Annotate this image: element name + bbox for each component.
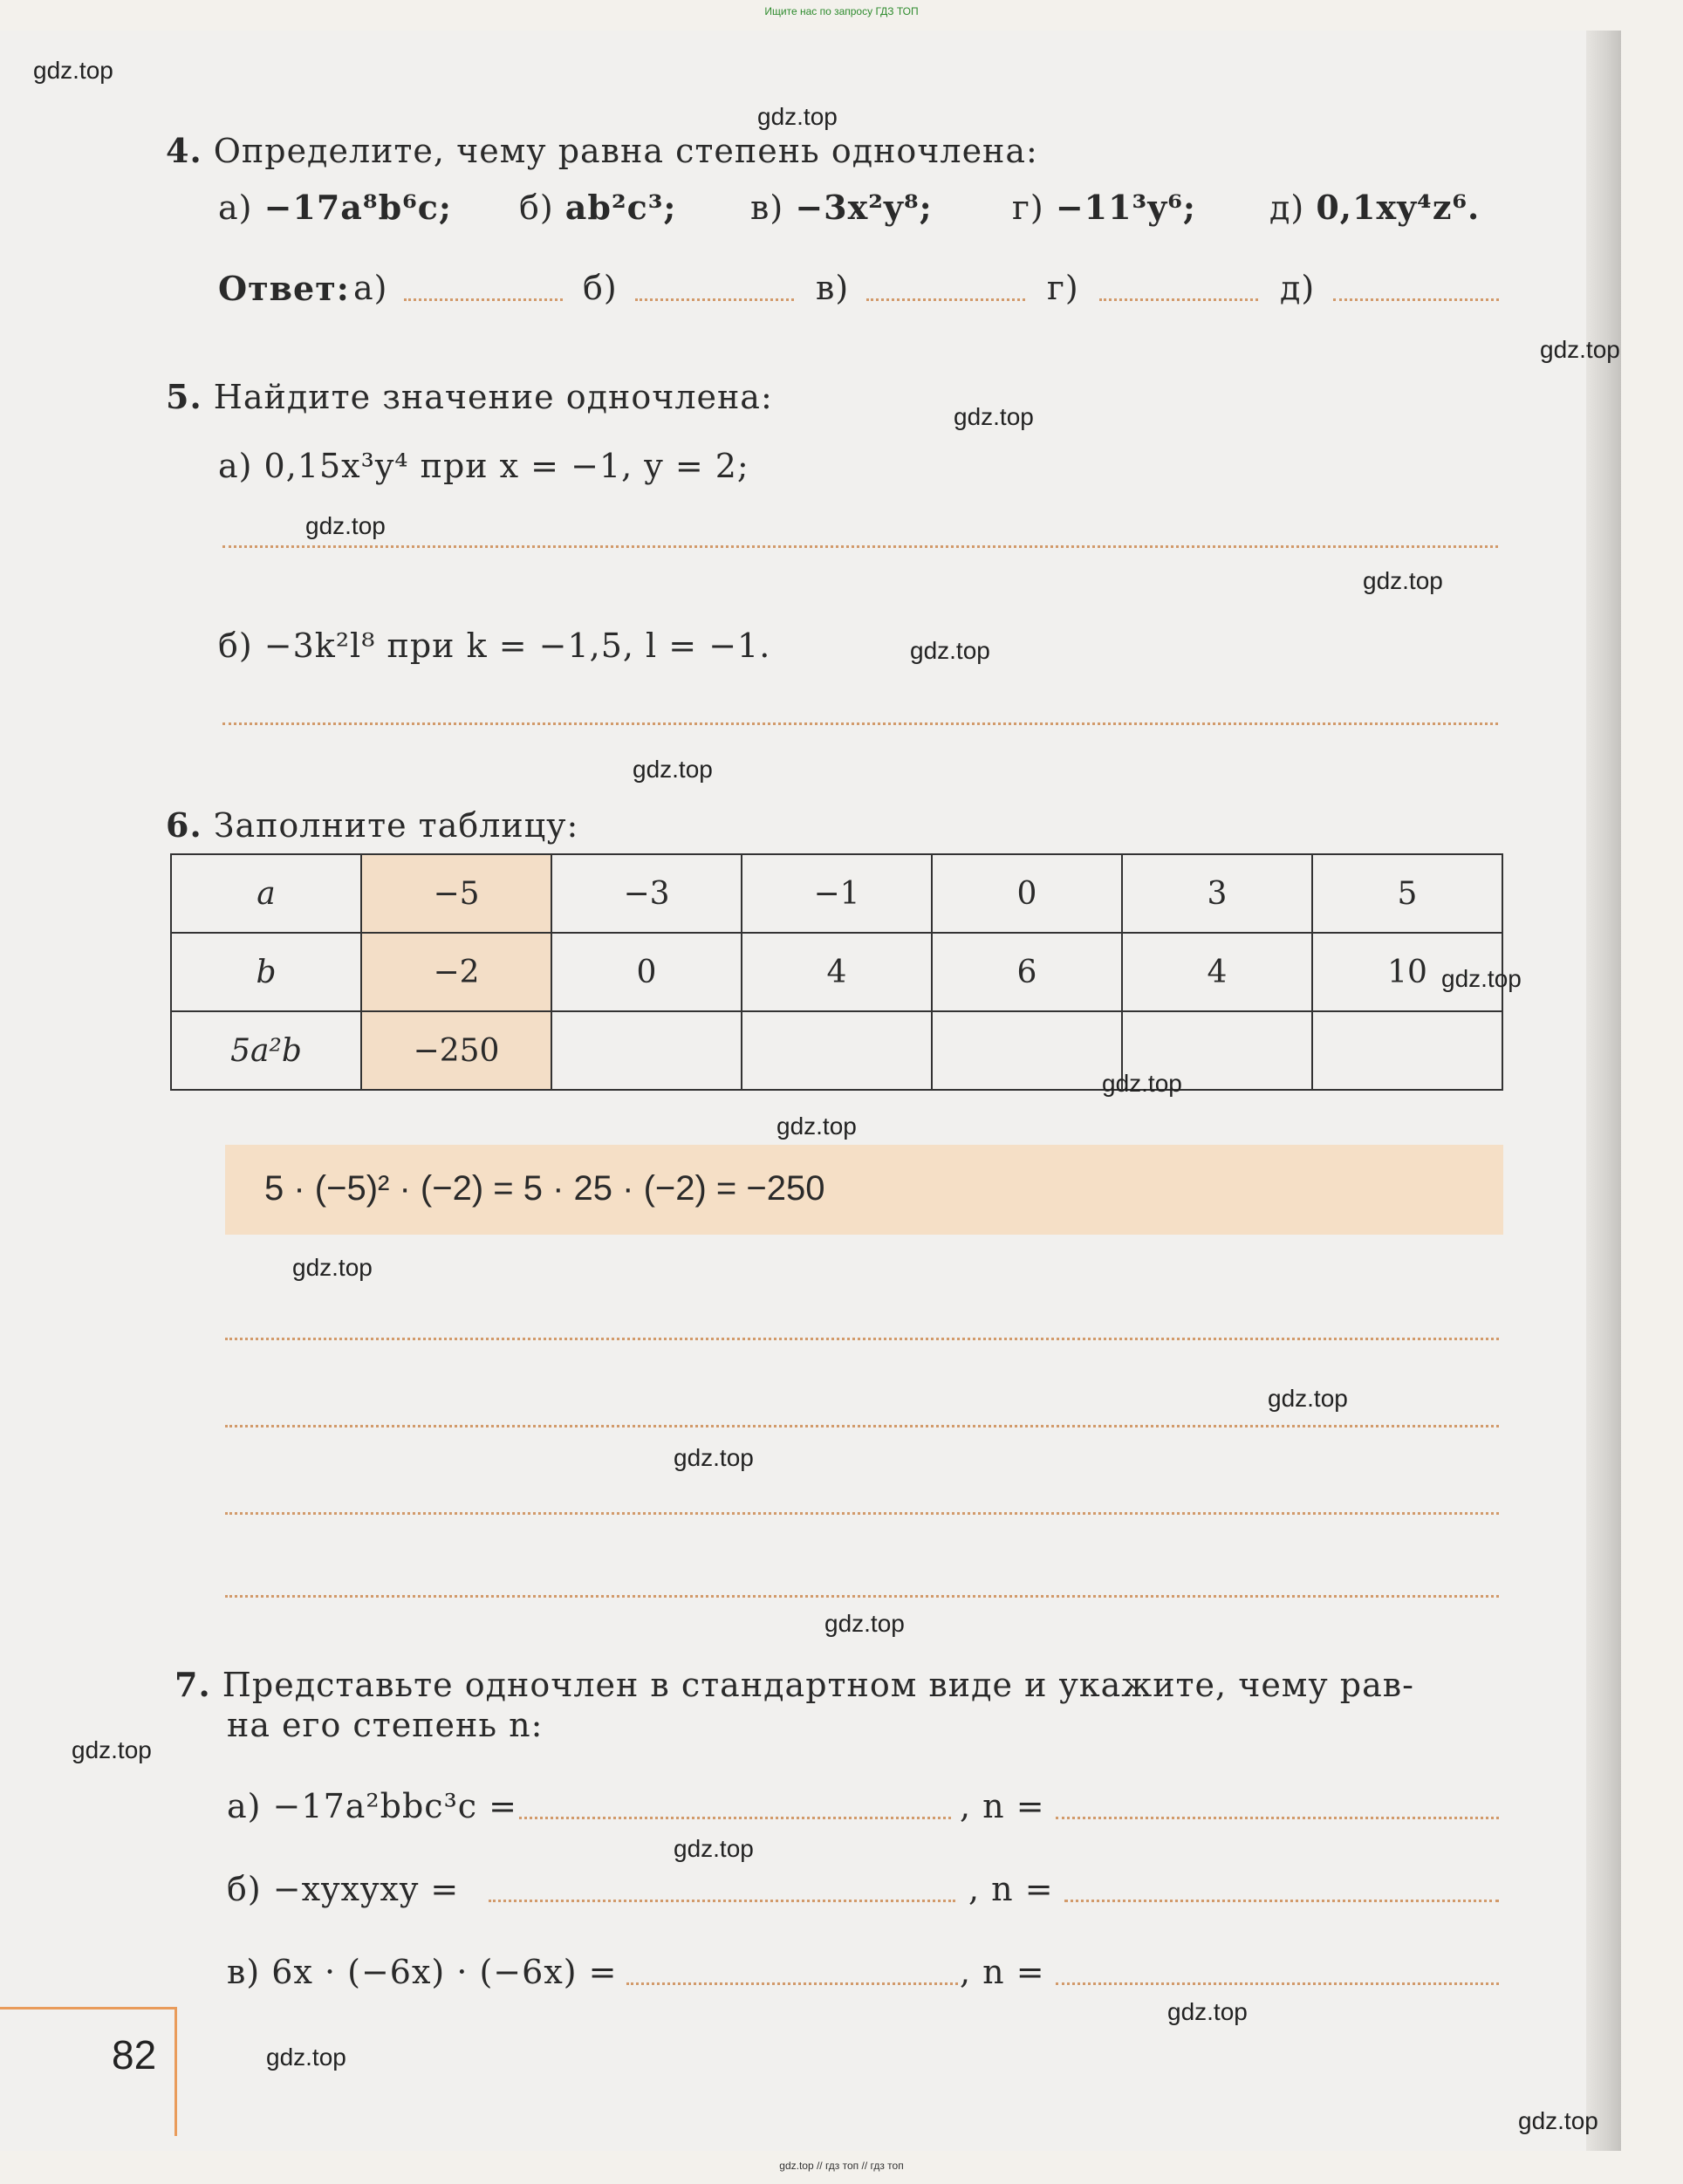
page-number: 82 bbox=[112, 2032, 157, 2078]
task7-heading-line2: на его степень n: bbox=[227, 1706, 544, 1744]
task7-item-b: б) −xyxyxy = bbox=[227, 1870, 460, 1908]
footer-link[interactable]: gdz.top // гдз топ // гдз топ bbox=[779, 2160, 904, 2172]
n-label-c: , n = bbox=[960, 1953, 1045, 1991]
table-cell: −250 bbox=[361, 1011, 551, 1090]
task6-heading: 6. Заполните таблицу: bbox=[166, 805, 579, 845]
watermark: gdz.top bbox=[954, 403, 1034, 430]
task7-answer-c[interactable] bbox=[626, 1982, 958, 1985]
table-cell: 4 bbox=[742, 933, 932, 1011]
task4-number: 4. bbox=[166, 131, 202, 170]
table-cell-input[interactable] bbox=[742, 1011, 932, 1090]
table-cell: 0 bbox=[551, 933, 742, 1011]
watermark: gdz.top bbox=[1167, 1998, 1248, 2025]
watermark: gdz.top bbox=[910, 637, 990, 664]
task4-item-e: д) 0,1xy⁴z⁶. bbox=[1269, 188, 1481, 227]
answer-field-d[interactable] bbox=[1099, 298, 1258, 301]
work-line-1[interactable] bbox=[225, 1338, 1499, 1340]
watermark: gdz.top bbox=[1268, 1385, 1348, 1412]
task4-text: Определите, чему равна степень одночлена: bbox=[213, 132, 1038, 170]
table-row-a bbox=[171, 854, 1502, 933]
table-cell: −5 bbox=[361, 854, 551, 933]
watermark: gdz.top bbox=[266, 2044, 346, 2071]
row-head-result: 5a²b bbox=[171, 1011, 361, 1090]
task7-heading: 7. Представьте одночлен в стандартном виде и укажите, чему рав- bbox=[174, 1665, 1415, 1704]
answer-field-e[interactable] bbox=[1333, 298, 1499, 301]
watermark: gdz.top bbox=[1363, 567, 1443, 594]
task7-degree-a[interactable] bbox=[1056, 1817, 1499, 1819]
task4-item-c: в) −3x²y⁸; bbox=[750, 188, 933, 227]
table-cell-input[interactable] bbox=[1312, 1011, 1502, 1090]
answer-field-c[interactable] bbox=[866, 298, 1025, 301]
answer-slot-a: а) bbox=[353, 269, 388, 307]
task4-item-d: г) −11³y⁶; bbox=[1012, 188, 1196, 227]
work-line-2[interactable] bbox=[225, 1425, 1499, 1427]
table-cell-input[interactable] bbox=[551, 1011, 742, 1090]
task5-heading: 5. Найдите значение одночлена: bbox=[166, 377, 773, 416]
task5-answer-line-b[interactable] bbox=[222, 722, 1498, 725]
watermark: gdz.top bbox=[305, 512, 386, 539]
task4-item-a: а) −17a⁸b⁶c; bbox=[218, 188, 452, 227]
watermark: gdz.top bbox=[72, 1736, 152, 1763]
task7-item-c: в) 6x · (−6x) · (−6x) = bbox=[227, 1953, 618, 1991]
table-cell: 10 bbox=[1312, 933, 1502, 1011]
watermark: gdz.top bbox=[292, 1254, 373, 1281]
watermark: gdz.top bbox=[1540, 336, 1620, 363]
watermark: gdz.top bbox=[674, 1444, 754, 1471]
task4-item-b: б) ab²c³; bbox=[519, 188, 677, 227]
task7-degree-c[interactable] bbox=[1056, 1982, 1499, 1985]
answer-slot-b: б) bbox=[583, 269, 618, 307]
watermark: gdz.top bbox=[674, 1835, 754, 1862]
task4-heading bbox=[166, 131, 1038, 170]
watermark: gdz.top bbox=[824, 1610, 905, 1637]
values-table bbox=[170, 853, 1503, 1091]
table-cell: 5 bbox=[1312, 854, 1502, 933]
n-label-a: , n = bbox=[960, 1787, 1045, 1825]
table-cell: 3 bbox=[1122, 854, 1312, 933]
watermark: gdz.top bbox=[633, 756, 713, 783]
work-line-4[interactable] bbox=[225, 1595, 1499, 1598]
watermark: gdz.top bbox=[757, 103, 838, 130]
answer-slot-c: в) bbox=[816, 269, 850, 307]
row-head-b: b bbox=[171, 933, 361, 1011]
table-cell: 6 bbox=[932, 933, 1122, 1011]
table-row-b bbox=[171, 933, 1502, 1011]
table-cell: 0 bbox=[932, 854, 1122, 933]
answer-slot-e: д) bbox=[1280, 269, 1316, 307]
table-cell: 4 bbox=[1122, 933, 1312, 1011]
answer-field-a[interactable] bbox=[404, 298, 563, 301]
table-cell-input[interactable] bbox=[932, 1011, 1122, 1090]
task4-answer-label: Ответ: bbox=[218, 269, 350, 308]
watermark: gdz.top bbox=[1441, 965, 1522, 992]
watermark: gdz.top bbox=[777, 1113, 857, 1140]
work-line-3[interactable] bbox=[225, 1512, 1499, 1515]
row-head-a: a bbox=[171, 854, 361, 933]
answer-slot-d: г) bbox=[1047, 269, 1079, 307]
textbook-page bbox=[0, 31, 1621, 2151]
example-box bbox=[225, 1145, 1503, 1235]
table-cell: −3 bbox=[551, 854, 742, 933]
task7-answer-a[interactable] bbox=[519, 1817, 951, 1819]
example-formula: 5 · (−5)² · (−2) = 5 · 25 · (−2) = −250 bbox=[264, 1169, 825, 1208]
answer-field-b[interactable] bbox=[635, 298, 794, 301]
watermark: gdz.top bbox=[33, 57, 113, 84]
task7-answer-b[interactable] bbox=[489, 1900, 955, 1902]
task7-degree-b[interactable] bbox=[1064, 1900, 1499, 1902]
table-cell: −1 bbox=[742, 854, 932, 933]
watermark: gdz.top bbox=[1518, 2107, 1598, 2134]
table-cell: −2 bbox=[361, 933, 551, 1011]
task5-answer-line-a[interactable] bbox=[222, 545, 1498, 548]
n-label-b: , n = bbox=[968, 1870, 1054, 1908]
task5-item-a: а) 0,15x³y⁴ при x = −1, y = 2; bbox=[218, 447, 749, 485]
header-link[interactable]: Ищите нас по запросу ГДЗ ТОП bbox=[764, 5, 919, 17]
task5-item-b: б) −3k²l⁸ при k = −1,5, l = −1. bbox=[218, 626, 771, 665]
task7-item-a: а) −17a²bbc³c = bbox=[227, 1787, 518, 1825]
table-row-result bbox=[171, 1011, 1502, 1090]
watermark: gdz.top bbox=[1102, 1070, 1182, 1097]
